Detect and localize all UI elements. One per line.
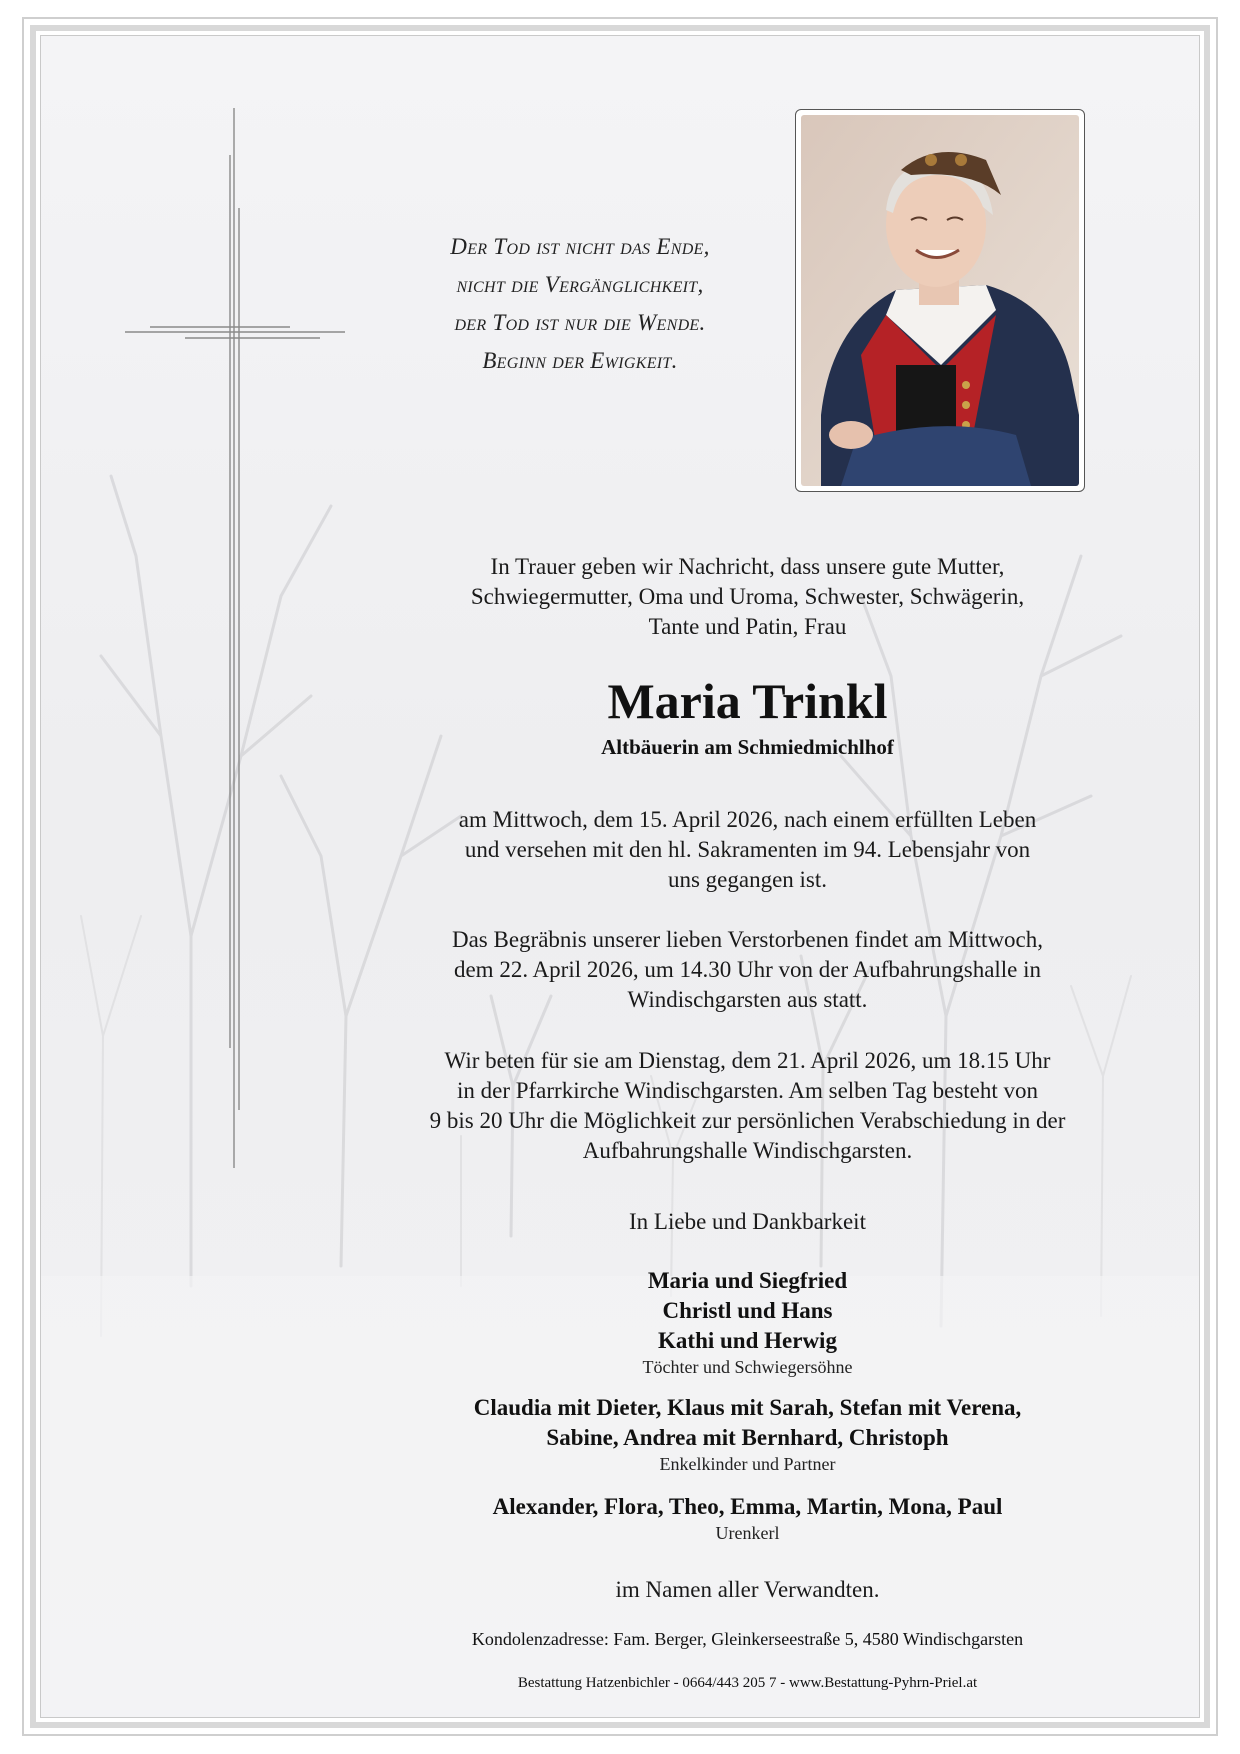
- family-line: Sabine, Andrea mit Bernhard, Christoph: [546, 1425, 949, 1450]
- intro-text: [375, 552, 1120, 642]
- intro-line: Tante und Patin, Frau: [648, 614, 847, 639]
- poem-line: der Tod ist nur die Wende.: [454, 310, 706, 335]
- intro-line: In Trauer geben wir Nachricht, dass unsere gute Mutter,: [490, 554, 1005, 579]
- grandchildren-group: [375, 1393, 1120, 1475]
- death-notice: [375, 805, 1120, 895]
- prayer-line: Aufbahrungshalle Windischgarsten.: [582, 1138, 913, 1163]
- family-caption: Enkelkinder und Partner: [659, 1454, 836, 1474]
- family-line: Kathi und Herwig: [658, 1328, 837, 1353]
- funeral-info: [375, 925, 1120, 1015]
- notice-body: [375, 552, 1120, 1693]
- funeral-line: Windischgarsten aus statt.: [627, 987, 868, 1012]
- deceased-subtitle: Altbäuerin am Schmiedmichlhof: [601, 735, 894, 759]
- family-line: Christl und Hans: [662, 1298, 833, 1323]
- funeral-home-footer: Bestattung Hatzenbichler - 0664/443 205 7 - www.Bestattung-Pyhrn-Priel.at: [517, 1675, 978, 1691]
- condolence-address: Kondolenzadresse: Fam. Berger, Gleinkerseestraße 5, 4580 Windischgarsten: [471, 1629, 1024, 1649]
- daughters-group: [375, 1266, 1120, 1378]
- death-notice-line: am Mittwoch, dem 15. April 2026, nach einem erfüllten Leben: [458, 807, 1037, 832]
- portrait-illustration: [801, 115, 1079, 486]
- intro-line: Schwiegermutter, Oma und Uroma, Schwester, Schwägerin,: [470, 584, 1025, 609]
- deceased-name: Maria Trinkl: [607, 673, 888, 729]
- relatives-text: im Namen aller Verwandten.: [615, 1577, 880, 1602]
- death-notice-line: und versehen mit den hl. Sakramenten im 94. Lebensjahr von: [464, 837, 1031, 862]
- funeral-line: dem 22. April 2026, um 14.30 Uhr von der Aufbahrungshalle in: [453, 957, 1042, 982]
- family-caption: Urenkerl: [715, 1523, 780, 1543]
- closing-text: In Liebe und Dankbarkeit: [629, 1209, 866, 1234]
- great-grandchildren-group: [375, 1492, 1120, 1544]
- death-notice-line: uns gegangen ist.: [667, 867, 828, 892]
- poem-line: Beginn der Ewigkeit.: [482, 348, 678, 373]
- family-line: Claudia mit Dieter, Klaus mit Sarah, Stefan mit Verena,: [473, 1395, 1022, 1420]
- family-caption: Töchter und Schwiegersöhne: [642, 1357, 853, 1377]
- portrait-photo: [795, 109, 1085, 492]
- funeral-line: Das Begräbnis unserer lieben Verstorbenen findet am Mittwoch,: [451, 927, 1044, 952]
- memorial-poem: [390, 228, 770, 380]
- prayer-line: 9 bis 20 Uhr die Möglichkeit zur persönlichen Verabschiedung in der: [429, 1108, 1066, 1133]
- family-line: Alexander, Flora, Theo, Emma, Martin, Mona, Paul: [492, 1494, 1003, 1519]
- family-line: Maria und Siegfried: [647, 1268, 848, 1293]
- prayer-line: Wir beten für sie am Dienstag, dem 21. April 2026, um 18.15 Uhr: [444, 1048, 1051, 1073]
- poem-line: nicht die Vergänglichkeit,: [456, 272, 704, 297]
- prayer-line: in der Pfarrkirche Windischgarsten. Am selben Tag besteht von: [456, 1078, 1039, 1103]
- poem-line: Der Tod ist nicht das Ende,: [450, 234, 710, 259]
- prayer-info: [375, 1046, 1120, 1166]
